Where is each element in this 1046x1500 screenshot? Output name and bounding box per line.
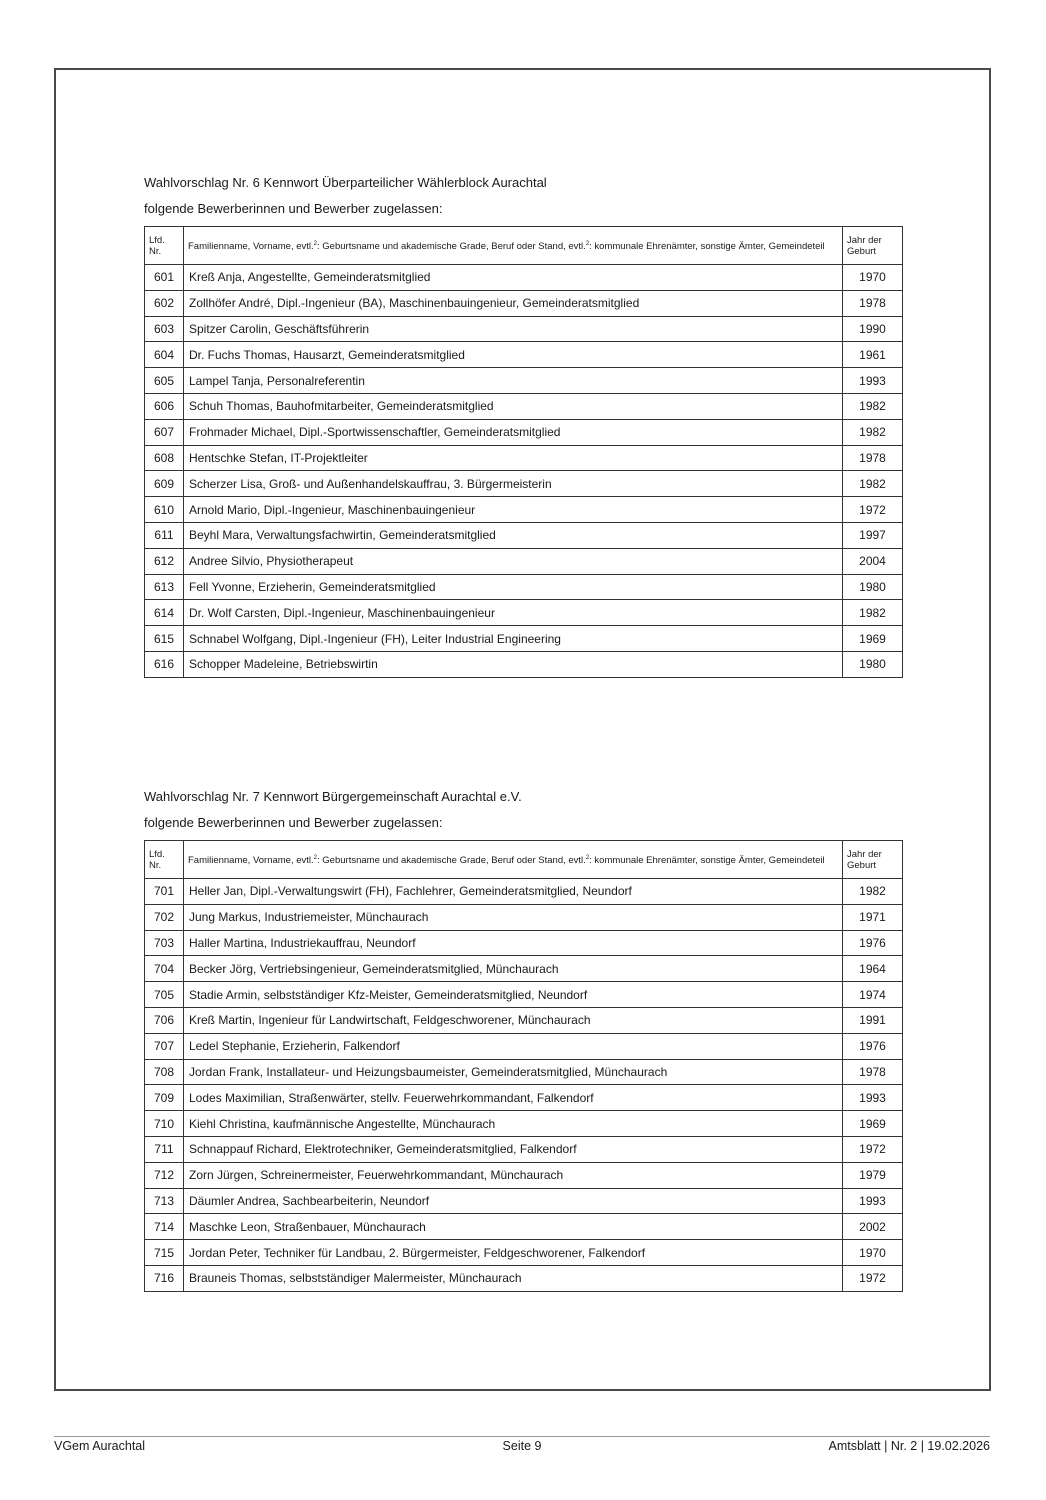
candidate-number: 608	[145, 445, 184, 471]
table-row	[145, 574, 903, 600]
table-row	[145, 1111, 903, 1137]
table-row	[145, 368, 903, 394]
header-description	[184, 227, 843, 265]
footer-divider	[54, 1436, 990, 1437]
birth-year: 1978	[843, 445, 903, 471]
header-desc-part1: Familienname, Vorname, evtl.	[188, 855, 314, 866]
candidate-number: 611	[145, 522, 184, 548]
table-row	[145, 316, 903, 342]
section-wahlvorschlag-6	[144, 175, 901, 678]
candidate-description: Kreß Anja, Angestellte, Gemeinderatsmitglied	[184, 265, 843, 291]
table-row	[145, 1059, 903, 1085]
candidate-number: 616	[145, 651, 184, 677]
candidate-number: 607	[145, 419, 184, 445]
table-row	[145, 1162, 903, 1188]
header-nr: Lfd. Nr.	[145, 227, 184, 265]
candidate-number: 610	[145, 497, 184, 523]
table-row	[145, 471, 903, 497]
candidate-description: Jordan Peter, Techniker für Landbau, 2. Bürgermeister, Feldgeschworener, Falkendorf	[184, 1240, 843, 1266]
table-row	[145, 419, 903, 445]
candidate-description: Maschke Leon, Straßenbauer, Münchaurach	[184, 1214, 843, 1240]
candidate-number: 711	[145, 1136, 184, 1162]
candidate-description: Schuh Thomas, Bauhofmitarbeiter, Gemeinderatsmitglied	[184, 393, 843, 419]
candidate-number: 708	[145, 1059, 184, 1085]
header-desc-part1: Familienname, Vorname, evtl.	[188, 241, 314, 252]
candidate-number: 601	[145, 265, 184, 291]
birth-year: 1969	[843, 626, 903, 652]
candidate-description: Jung Markus, Industriemeister, Münchaurach	[184, 904, 843, 930]
candidate-description: Jordan Frank, Installateur- und Heizungsbaumeister, Gemeinderatsmitglied, Münchaurach	[184, 1059, 843, 1085]
table-body	[145, 879, 903, 1292]
candidate-number: 614	[145, 600, 184, 626]
candidate-description: Däumler Andrea, Sachbearbeiterin, Neundorf	[184, 1188, 843, 1214]
candidate-description: Schnappauf Richard, Elektrotechniker, Gemeinderatsmitglied, Falkendorf	[184, 1136, 843, 1162]
birth-year: 1982	[843, 393, 903, 419]
candidate-number: 615	[145, 626, 184, 652]
section-wahlvorschlag-7	[144, 789, 901, 1292]
footnote-marker: 2	[585, 855, 590, 861]
table-row	[145, 393, 903, 419]
candidate-description: Heller Jan, Dipl.-Verwaltungswirt (FH), Fachlehrer, Gemeinderatsmitglied, Neundorf	[184, 879, 843, 905]
table-row	[145, 1214, 903, 1240]
birth-year: 1993	[843, 1085, 903, 1111]
table-row	[145, 1085, 903, 1111]
candidate-description: Brauneis Thomas, selbstständiger Malermeister, Münchaurach	[184, 1265, 843, 1291]
table-row	[145, 548, 903, 574]
footnote-marker: 2	[313, 241, 318, 247]
candidate-number: 704	[145, 956, 184, 982]
candidate-description: Ledel Stephanie, Erzieherin, Falkendorf	[184, 1033, 843, 1059]
birth-year: 2004	[843, 548, 903, 574]
candidate-number: 609	[145, 471, 184, 497]
candidate-description: Lodes Maximilian, Straßenwärter, stellv. Feuerwehrkommandant, Falkendorf	[184, 1085, 843, 1111]
candidate-description: Frohmader Michael, Dipl.-Sportwissenschaftler, Gemeinderatsmitglied	[184, 419, 843, 445]
candidate-number: 716	[145, 1265, 184, 1291]
header-desc-part3: : kommunale Ehrenämter, sonstige Ämter, Gemeindeteil	[589, 241, 825, 252]
birth-year: 1972	[843, 1265, 903, 1291]
header-nr: Lfd. Nr.	[145, 841, 184, 879]
birth-year: 1997	[843, 522, 903, 548]
table-row	[145, 1007, 903, 1033]
candidate-number: 703	[145, 930, 184, 956]
birth-year: 2002	[843, 1214, 903, 1240]
header-desc-part3: : kommunale Ehrenämter, sonstige Ämter, Gemeindeteil	[589, 855, 825, 866]
table-row	[145, 290, 903, 316]
table-row	[145, 879, 903, 905]
footer-issue: Amtsblatt | Nr. 2 | 19.02.2026	[828, 1439, 990, 1453]
candidate-number: 714	[145, 1214, 184, 1240]
table-row	[145, 497, 903, 523]
birth-year: 1982	[843, 879, 903, 905]
table-row	[145, 1188, 903, 1214]
birth-year: 1993	[843, 368, 903, 394]
table-row	[145, 600, 903, 626]
table-row	[145, 930, 903, 956]
candidate-number: 705	[145, 982, 184, 1008]
candidate-table	[144, 840, 903, 1292]
candidate-description: Dr. Wolf Carsten, Dipl.-Ingenieur, Maschinenbauingenieur	[184, 600, 843, 626]
candidate-description: Fell Yvonne, Erzieherin, Gemeinderatsmitglied	[184, 574, 843, 600]
section-title: Wahlvorschlag Nr. 6 Kennwort Überparteilicher Wählerblock Aurachtal	[144, 175, 547, 190]
candidate-description: Zollhöfer André, Dipl.-Ingenieur (BA), Maschinenbauingenieur, Gemeinderatsmitglied	[184, 290, 843, 316]
birth-year: 1978	[843, 1059, 903, 1085]
table-header-row	[145, 841, 903, 879]
candidate-description: Kiehl Christina, kaufmännische Angestellte, Münchaurach	[184, 1111, 843, 1137]
candidate-number: 604	[145, 342, 184, 368]
table-row	[145, 1033, 903, 1059]
candidate-description: Spitzer Carolin, Geschäftsführerin	[184, 316, 843, 342]
birth-year: 1980	[843, 651, 903, 677]
candidate-number: 707	[145, 1033, 184, 1059]
birth-year: 1979	[843, 1162, 903, 1188]
header-desc-part2: : Geburtsname und akademische Grade, Beruf oder Stand, evtl.	[317, 855, 586, 866]
candidate-number: 602	[145, 290, 184, 316]
table-row	[145, 265, 903, 291]
candidate-description: Schnabel Wolfgang, Dipl.-Ingenieur (FH), Leiter Industrial Engineering	[184, 626, 843, 652]
header-description	[184, 841, 843, 879]
table-row	[145, 522, 903, 548]
candidate-table	[144, 226, 903, 678]
candidate-number: 712	[145, 1162, 184, 1188]
birth-year: 1961	[843, 342, 903, 368]
candidate-description: Hentschke Stefan, IT-Projektleiter	[184, 445, 843, 471]
birth-year: 1972	[843, 1136, 903, 1162]
footer-publisher: VGem Aurachtal	[54, 1439, 146, 1453]
candidate-number: 603	[145, 316, 184, 342]
candidate-description: Beyhl Mara, Verwaltungsfachwirtin, Gemeinderatsmitglied	[184, 522, 843, 548]
birth-year: 1990	[843, 316, 903, 342]
birth-year: 1991	[843, 1007, 903, 1033]
section-subtitle: folgende Bewerberinnen und Bewerber zugelassen:	[144, 815, 443, 830]
birth-year: 1970	[843, 265, 903, 291]
candidate-description: Lampel Tanja, Personalreferentin	[184, 368, 843, 394]
header-year: Jahr der Geburt	[843, 841, 903, 879]
candidate-description: Dr. Fuchs Thomas, Hausarzt, Gemeinderatsmitglied	[184, 342, 843, 368]
table-header-row	[145, 227, 903, 265]
candidate-number: 706	[145, 1007, 184, 1033]
candidate-number: 702	[145, 904, 184, 930]
table-row	[145, 626, 903, 652]
birth-year: 1976	[843, 1033, 903, 1059]
table-row	[145, 342, 903, 368]
birth-year: 1976	[843, 930, 903, 956]
candidate-description: Schopper Madeleine, Betriebswirtin	[184, 651, 843, 677]
table-row	[145, 982, 903, 1008]
candidate-number: 612	[145, 548, 184, 574]
table-row	[145, 1265, 903, 1291]
birth-year: 1993	[843, 1188, 903, 1214]
birth-year: 1970	[843, 1240, 903, 1266]
birth-year: 1964	[843, 956, 903, 982]
candidate-description: Zorn Jürgen, Schreinermeister, Feuerwehrkommandant, Münchaurach	[184, 1162, 843, 1188]
table-row	[145, 651, 903, 677]
birth-year: 1974	[843, 982, 903, 1008]
birth-year: 1982	[843, 419, 903, 445]
candidate-number: 701	[145, 879, 184, 905]
birth-year: 1980	[843, 574, 903, 600]
birth-year: 1982	[843, 600, 903, 626]
page-footer	[54, 1439, 990, 1455]
candidate-description: Becker Jörg, Vertriebsingenieur, Gemeinderatsmitglied, Münchaurach	[184, 956, 843, 982]
birth-year: 1969	[843, 1111, 903, 1137]
candidate-description: Stadie Armin, selbstständiger Kfz-Meister, Gemeinderatsmitglied, Neundorf	[184, 982, 843, 1008]
candidate-description: Scherzer Lisa, Groß- und Außenhandelskauffrau, 3. Bürgermeisterin	[184, 471, 843, 497]
candidate-number: 713	[145, 1188, 184, 1214]
section-subtitle: folgende Bewerberinnen und Bewerber zugelassen:	[144, 201, 443, 216]
section-title: Wahlvorschlag Nr. 7 Kennwort Bürgergemeinschaft Aurachtal e.V.	[144, 789, 522, 804]
table-row	[145, 956, 903, 982]
birth-year: 1972	[843, 497, 903, 523]
table-row	[145, 1136, 903, 1162]
candidate-number: 613	[145, 574, 184, 600]
candidate-description: Arnold Mario, Dipl.-Ingenieur, Maschinenbauingenieur	[184, 497, 843, 523]
candidate-number: 605	[145, 368, 184, 394]
table-body	[145, 265, 903, 678]
candidate-description: Kreß Martin, Ingenieur für Landwirtschaft, Feldgeschworener, Münchaurach	[184, 1007, 843, 1033]
birth-year: 1978	[843, 290, 903, 316]
candidate-number: 709	[145, 1085, 184, 1111]
footer-page-number: Seite 9	[502, 1439, 542, 1453]
footnote-marker: 2	[585, 241, 590, 247]
candidate-number: 710	[145, 1111, 184, 1137]
candidate-number: 606	[145, 393, 184, 419]
header-year: Jahr der Geburt	[843, 227, 903, 265]
table-row	[145, 1240, 903, 1266]
footnote-marker: 2	[313, 855, 318, 861]
header-desc-part2: : Geburtsname und akademische Grade, Beruf oder Stand, evtl.	[317, 241, 586, 252]
table-row	[145, 904, 903, 930]
candidate-number: 715	[145, 1240, 184, 1266]
candidate-description: Andree Silvio, Physiotherapeut	[184, 548, 843, 574]
birth-year: 1971	[843, 904, 903, 930]
table-row	[145, 445, 903, 471]
birth-year: 1982	[843, 471, 903, 497]
candidate-description: Haller Martina, Industriekauffrau, Neundorf	[184, 930, 843, 956]
